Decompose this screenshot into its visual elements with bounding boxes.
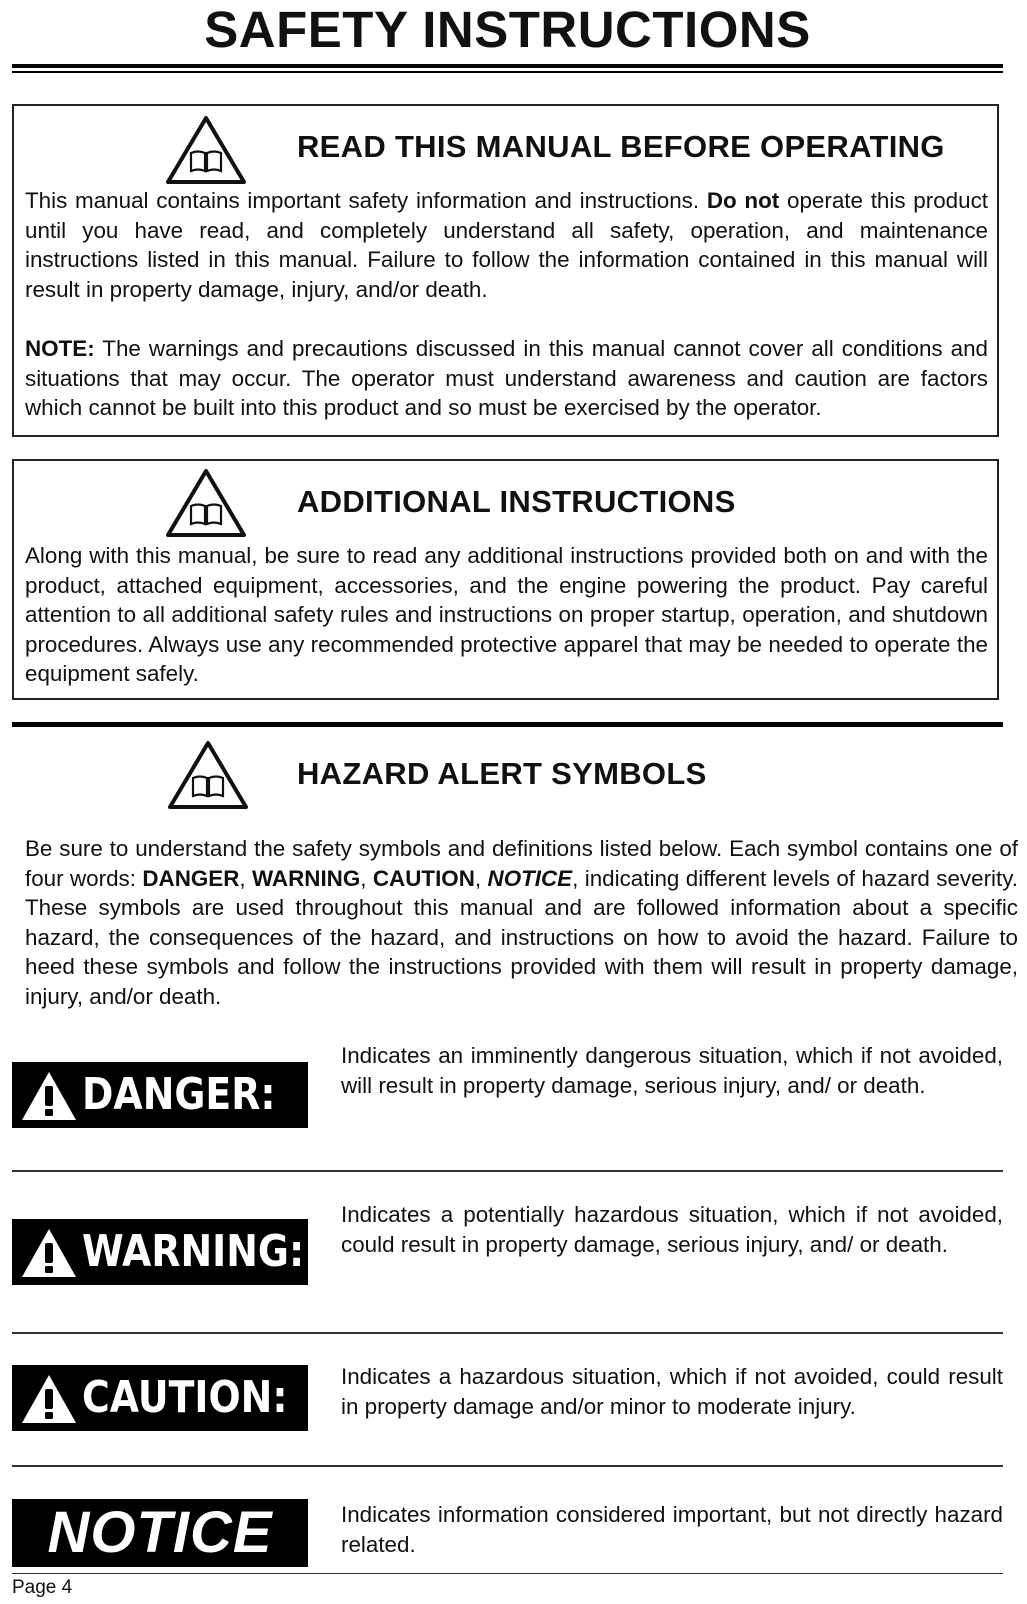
word-danger: DANGER [142,865,240,891]
title-rule-bottom [12,71,1003,73]
page-number: Page 4 [12,1577,73,1598]
divider-danger [12,1170,1003,1172]
divider-caution [12,1465,1003,1467]
caution-definition: Indicates a hazardous situation, which if not avoided, could result in property damage and/or minor to moderate injury. [341,1364,1003,1419]
danger-label: DANGER: [82,1069,276,1120]
danger-definition: Indicates an imminently dangerous situation, which if not avoided, will result in property damage, serious injury, and/ or death. [341,1043,1003,1098]
exclamation-triangle-icon [20,1227,78,1279]
additional-heading: ADDITIONAL INSTRUCTIONS [297,484,736,519]
notice-definition: Indicates information considered important, but not directly hazard related. [341,1502,1003,1557]
exclamation-triangle-icon [20,1070,78,1122]
notice-label: NOTICE [47,1500,273,1565]
title-rule-top [12,64,1003,68]
sep-2: , [360,865,373,891]
notice-badge [12,1499,308,1567]
hazard-intro-a: Be sure to understand the safety symbols and definitions listed below. Each symbol contains one of four words: [25,836,1018,891]
read-manual-triangle-icon [165,115,247,185]
footer-rule [12,1573,1003,1574]
sep-3: , [474,865,488,891]
danger-badge [12,1062,308,1128]
read-manual-heading: READ THIS MANUAL BEFORE OPERATING [297,129,945,164]
additional-paragraph: Along with this manual, be sure to read any additional instructions provided both on and with the product, attached equipment, accessories, and the engine powering the product. Pay careful attention to all additional safety rules and instructions on proper startup, operation, and shutdown procedures. Always use any recommended protective apparel that may be needed to operate the equipment safely. [25,543,988,686]
hazard-heading: HAZARD ALERT SYMBOLS [297,756,707,791]
caution-badge [12,1365,308,1431]
warning-badge [12,1219,308,1285]
divider-warning [12,1332,1003,1334]
warning-definition: Indicates a potentially hazardous situation, which if not avoided, could result in property damage, serious injury, and/ or death. [341,1202,1003,1257]
do-not-emphasis: Do not [706,188,780,213]
hazard-intro-b: , indicating different levels of hazard severity. These symbols are used throughout this manual and are followed information about a specific hazard, the consequences of the hazard, and instructions on how to avoid the hazard. Failure to heed these symbols and follow the instructions provided with them will result in property damage, injury, and/or death. [25,865,1018,1009]
warning-label: WARNING: [82,1226,305,1277]
hazard-section-rule [12,722,1003,727]
hazard-intro-paragraph [25,834,1018,1011]
exclamation-triangle-icon [20,1373,78,1425]
caution-label: CAUTION: [82,1372,288,1423]
page-title: SAFETY INSTRUCTIONS [204,1,811,58]
word-caution: CAUTION [372,865,475,891]
read-manual-triangle-icon [165,468,247,538]
word-notice: NOTICE [487,865,573,891]
read-manual-paragraph [25,186,988,304]
note-text: The warnings and precautions discussed in this manual cannot cover all conditions and situations that may occur. The operator must understand awareness and caution are factors which cannot be built into this product and so must be exercised by the operator. [25,336,988,420]
note-label: NOTE: [25,336,95,361]
read-manual-text-b: operate this product until you have read, and completely understand all safety, operation, and maintenance instructions listed in this manual. Failure to follow the information contained in this manual will result in property damage, injury, and/or death. [25,188,988,302]
read-manual-triangle-icon [167,740,249,810]
read-manual-text-a: This manual contains important safety information and instructions. [25,188,707,213]
note-paragraph [25,334,988,423]
word-warning: WARNING [252,865,361,891]
sep-1: , [239,865,253,891]
